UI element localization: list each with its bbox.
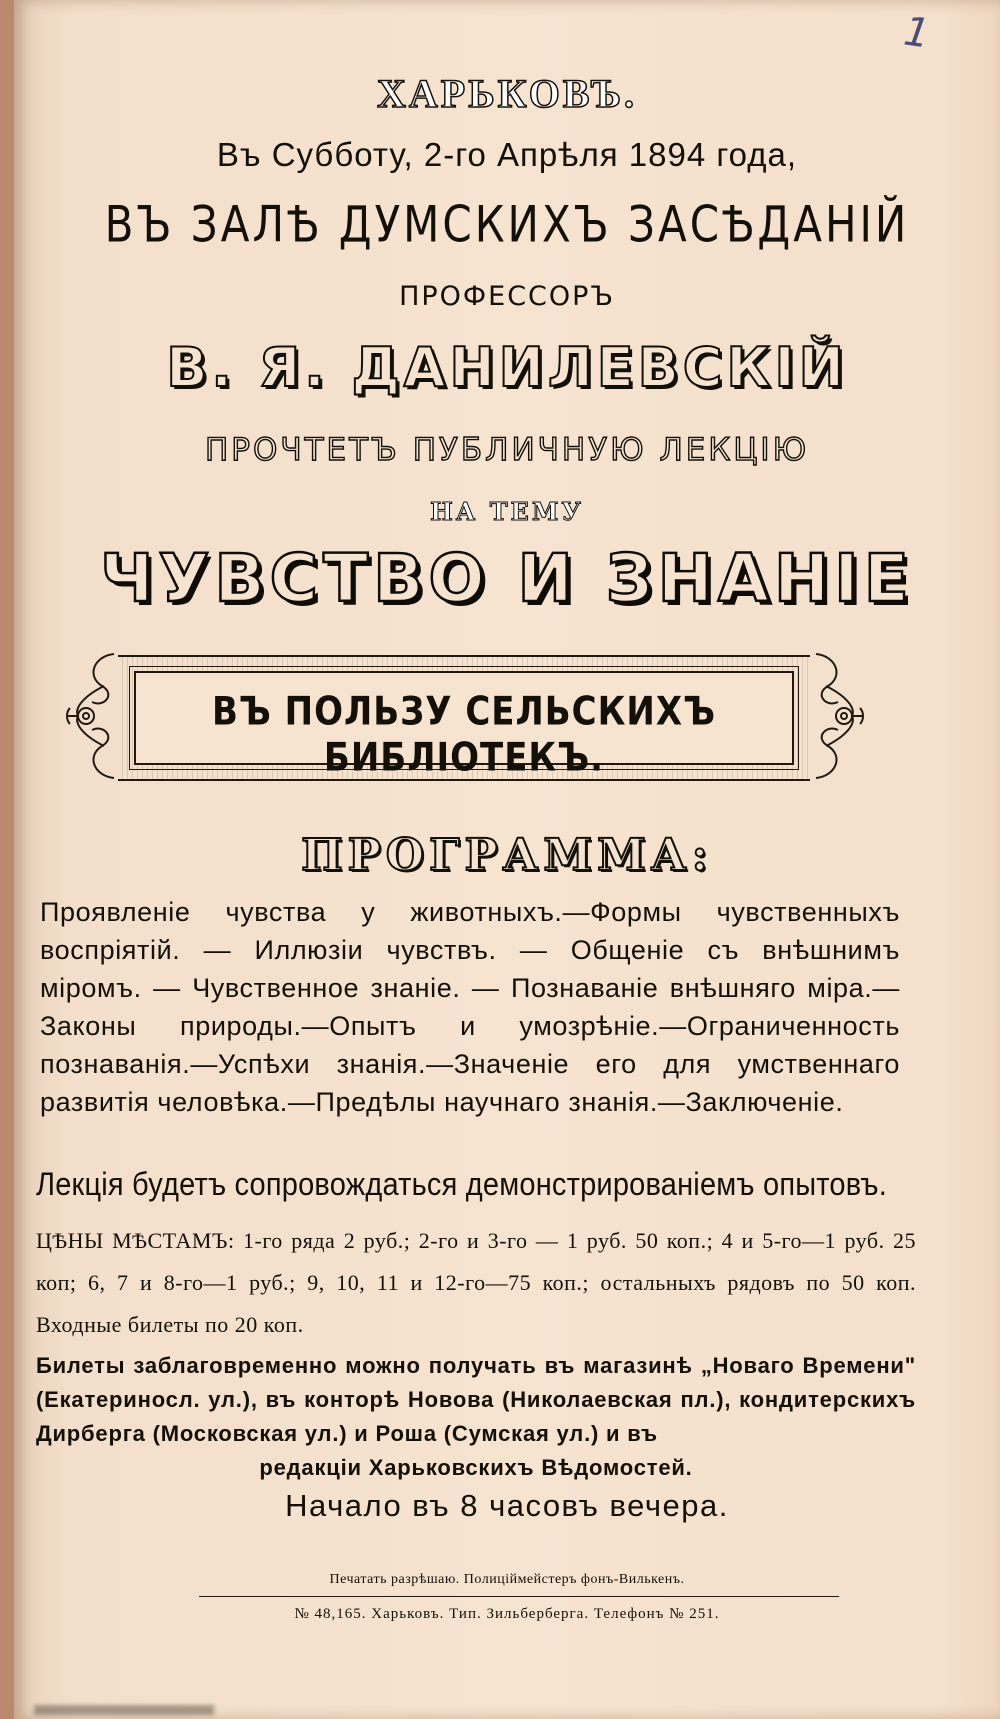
printer-imprint: № 48,165. Харьковъ. Тип. Зильберберга. Телефонъ № 251.: [294, 1606, 720, 1622]
city-heading: ХАРЬКОВЪ.: [377, 71, 637, 116]
ticket-outlets-text: Билеты заблаговременно можно получать въ магазинѣ „Новаго Времени" (Екатериносл. ул.), въ конторѣ Новова (Николаевская пл.), кондитерскихъ Дирберга (Московская ул.) и Роша (Сумская ул.) и въ: [36, 1353, 916, 1446]
benefit-text: ВЪ ПОЛЬЗУ СЕЛЬСКИХЪ БИБЛІОТЕКЪ.: [211, 689, 717, 781]
benefit-frame: [118, 655, 810, 781]
programme-text: Проявленіе чувства у животныхъ.—Формы чувственныхъ воспріятій. — Иллюзіи чувствъ. — Общеніе съ внѣшнимъ міромъ. — Чувственное знаніе. — Познаваніе внѣшняго міра.—Законы природы.—Опытъ и умозрѣніе.—Ограниченность познаванія.—Успѣхи знанія.—Значеніе его для умственнаго развитія человѣка.—Предѣлы научнаго знанія.—Заключеніе.: [40, 897, 900, 1117]
ticket-outlets-last-line: редакціи Харьковскихъ Вѣдомостей.: [259, 1455, 693, 1480]
prices-text: 1-го ряда 2 руб.; 2-го и 3-го — 1 руб. 50 коп.; 4 и 5-го—1 руб. 25 коп; 6, 7 и 8-го—1 руб.; 9, 10, 11 и 12-го—75 коп.; остальныхъ рядовъ по 50 коп. Входные билеты по 20 коп.: [36, 1228, 916, 1337]
ticket-outlets: [36, 1349, 916, 1485]
left-scroll-ornament-icon: [64, 646, 124, 786]
on-theme-label: НА ТЕМУ: [430, 497, 584, 526]
lecturer-name: В. Я. ДАНИЛЕВСКІЙ: [166, 336, 848, 399]
event-date: Въ Субботу, 2-го Апрѣля 1894 года,: [216, 136, 798, 173]
announcement: ПРОЧТЕТЪ ПУБЛИЧНУЮ ЛЕКЦІЮ: [204, 432, 810, 468]
handwritten-page-number: 1: [900, 8, 933, 58]
start-time: Начало въ 8 часовъ вечера.: [285, 1488, 729, 1523]
footer-divider: [199, 1596, 839, 1597]
bottom-smudge: [34, 1705, 214, 1715]
right-scroll-ornament-icon: [806, 646, 866, 786]
venue: ВЪ ЗАЛѢ ДУМСКИХЪ ЗАСѢДАНІЙ: [104, 195, 910, 254]
demonstration-note: Лекція будетъ сопровождаться демонстрированіемъ опытовъ.: [36, 1167, 887, 1203]
ticket-prices: [36, 1220, 916, 1346]
title-prefix: ПРОФЕССОРЪ: [399, 281, 615, 312]
benefit-frame-inner: [134, 671, 794, 781]
censor-permission: Печатать разрѣшаю. Полицiймейстеръ фонъ-Вилькенъ.: [329, 1572, 685, 1587]
lecture-title: ЧУВСТВО И ЗНАНІЕ: [100, 540, 914, 617]
prices-label: ЦѢНЫ МѢСТАМЪ:: [36, 1228, 235, 1253]
poster-page: [14, 0, 1000, 1719]
programme-heading: ПРОГРАММА:: [301, 830, 713, 881]
